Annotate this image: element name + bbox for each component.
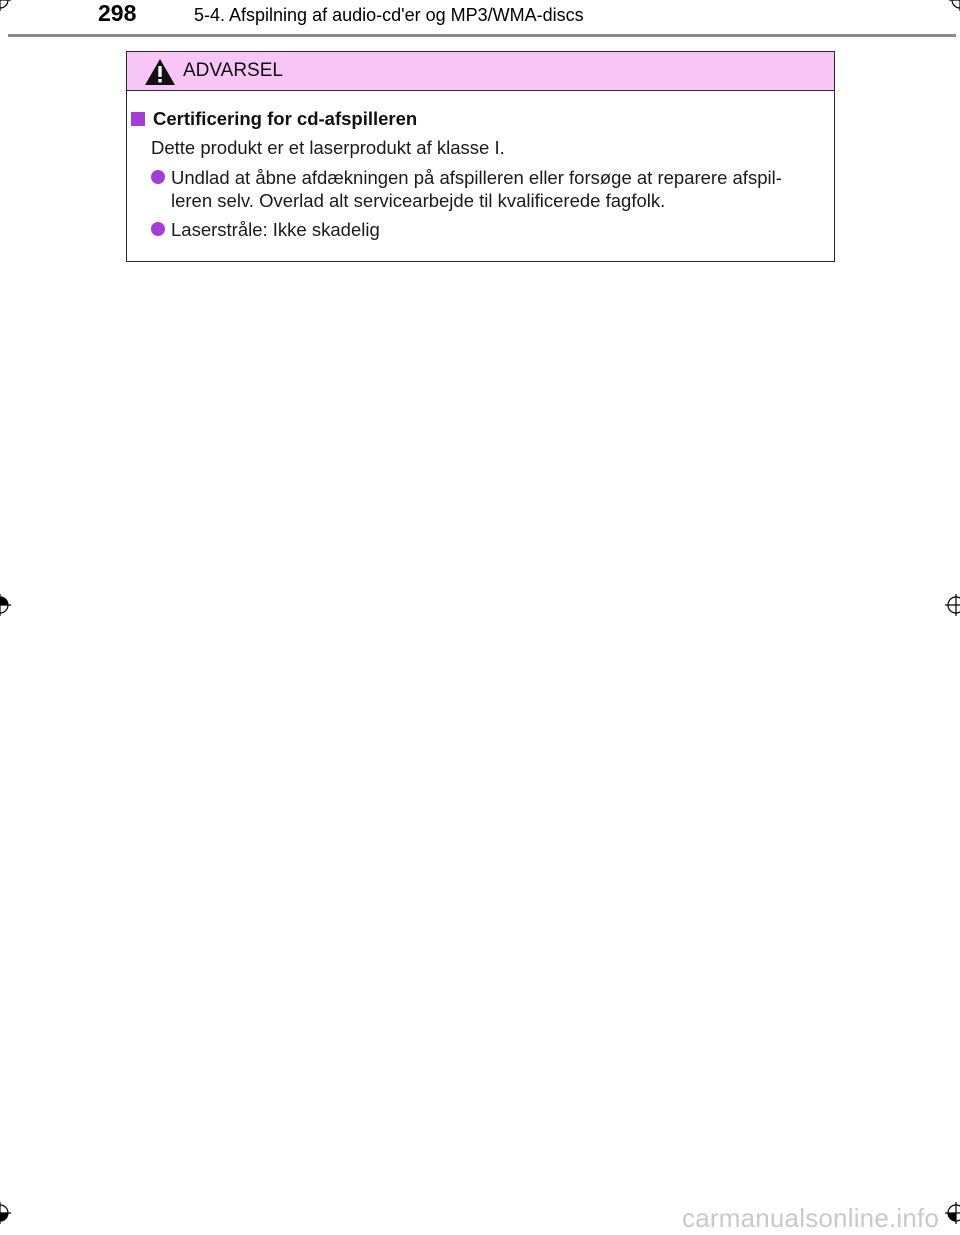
warning-header [127, 52, 834, 91]
page-number: 298 [98, 0, 137, 26]
square-bullet-icon [131, 112, 145, 126]
round-bullet-icon [151, 222, 165, 236]
item-heading-text: Certificering for cd-afspilleren [153, 108, 418, 129]
registration-mark-icon [0, 1202, 11, 1224]
warning-label: ADVARSEL [183, 60, 283, 81]
warning-triangle-icon [144, 58, 176, 86]
list-item [151, 166, 831, 212]
list-item [151, 218, 831, 241]
header-rule [8, 34, 956, 37]
item-text: Dette produkt er et laserprodukt af klasse I. [151, 137, 505, 158]
registration-mark-icon [949, 0, 960, 11]
list-item-line: Laserstråle: Ikke skadelig [171, 219, 380, 240]
round-bullet-icon [151, 170, 165, 184]
list-item-line: leren selv. Overlad alt servicearbejde til kvalificerede fagfolk. [171, 190, 666, 211]
registration-mark-icon [945, 594, 960, 616]
registration-mark-icon [0, 594, 11, 616]
registration-mark-icon [0, 0, 11, 11]
item-heading [131, 108, 417, 130]
watermark: carmanualsonline.info [682, 1203, 940, 1233]
registration-mark-icon [945, 1202, 960, 1224]
section-title: 5-4. Afspilning af audio-cd'er og MP3/WMA-discs [194, 5, 584, 25]
warning-box [126, 51, 835, 262]
list-item-line: Undlad at åbne afdækningen på afspilleren eller forsøge at reparere afspil- [171, 167, 782, 188]
